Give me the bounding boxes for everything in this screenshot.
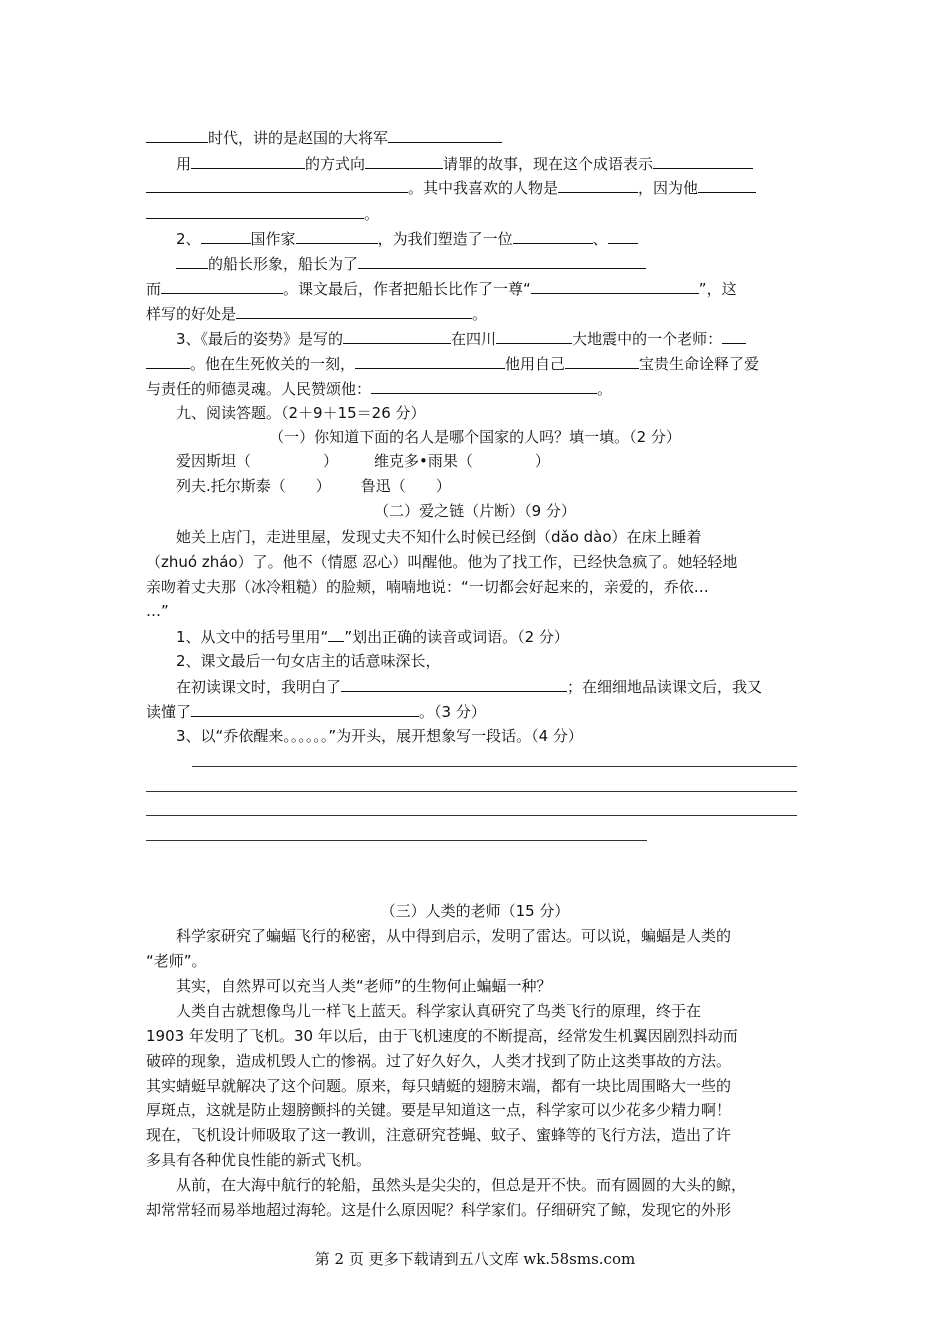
passage-line: 厚斑点，这就是防止翅膀颤抖的关键。要是早知道这一点，科学家可以少花多少精力啊！: [146, 1101, 732, 1119]
blank[interactable]: [722, 327, 746, 344]
q8-item2-line2: 的船长形象，船长为了: [176, 252, 646, 275]
blank[interactable]: [146, 126, 208, 143]
q8-line4: 。: [146, 202, 379, 225]
famous-names-row2: 列夫.托尔斯泰（ ） 鲁迅（ ）: [176, 477, 451, 495]
part2-q2: 2、课文最后一句女店主的话意味深长，: [176, 652, 441, 670]
blank: [328, 625, 344, 642]
q8-item3-line3: 与责任的师德灵魂。人民赞颂他： 。: [146, 377, 612, 400]
blank[interactable]: [343, 327, 451, 344]
q8-line1: 时代，讲的是赵国的大将军: [146, 126, 502, 149]
part2-heading: （二）爱之链（片断）（9 分）: [374, 502, 576, 520]
blank[interactable]: [146, 202, 364, 219]
blank[interactable]: [201, 227, 251, 244]
q8-item2-line3: 而 。课文最后，作者把船长比作了一尊“ ”，这: [146, 277, 737, 300]
blank[interactable]: [531, 277, 699, 294]
writing-line[interactable]: [146, 840, 647, 841]
blank[interactable]: [341, 675, 567, 692]
q8-line2: 用 的方式向 请罪的故事，现在这个成语表示: [176, 152, 753, 175]
famous-names-row1: 爱因斯坦（ ） 维克多•雨果（ ）: [176, 452, 550, 470]
blank[interactable]: [388, 126, 502, 143]
passage-line: 1903 年发明了飞机。30 年以后，由于飞机速度的不断提高，经常发生机翼因剧烈抖动而: [146, 1027, 738, 1045]
part2-q1: 1、从文中的括号里用“ ”划出正确的读音或词语。（2 分）: [176, 625, 569, 648]
blank[interactable]: [176, 252, 208, 269]
passage-line: （zhuó zháo）了。他不（情愿 忍心）叫醒他。他为了找工作，已经快急疯了。她轻轻地: [146, 553, 738, 571]
q8-item2-line4: 样写的好处是 。: [146, 302, 487, 325]
blank[interactable]: [565, 352, 639, 369]
blank[interactable]: [698, 176, 756, 193]
part3-heading: （三）人类的老师（15 分）: [380, 902, 570, 920]
blank[interactable]: [496, 327, 572, 344]
blank[interactable]: [365, 152, 443, 169]
passage-line: 她关上店门，走进里屋，发现丈夫不知什么时候已经倒（dǎo dào）在床上睡着: [176, 528, 702, 546]
passage-line: 其实，自然界可以充当人类“老师”的生物何止蝙蝠一种？: [176, 977, 552, 995]
blank[interactable]: [608, 227, 638, 244]
blank[interactable]: [371, 377, 597, 394]
blank[interactable]: [653, 152, 753, 169]
passage-line: 亲吻着丈夫那（冰冷粗糙）的脸颊，喃喃地说：“一切都会好起来的，亲爱的，乔依…: [146, 578, 709, 596]
part2-q2-line2: 在初读课文时，我明白了 ；在细细地品读课文后，我又: [176, 675, 762, 698]
blank[interactable]: [296, 227, 378, 244]
passage-line: 却常常轻而易举地超过海轮。这是什么原因呢？科学家们。仔细研究了鲸，发现它的外形: [146, 1201, 732, 1219]
blank[interactable]: [236, 302, 472, 319]
page-footer: 第 2 页 更多下载请到五八文库 wk.58sms.com: [314, 1250, 636, 1268]
blank[interactable]: [161, 277, 283, 294]
passage-line: 破碎的现象，造成机毁人亡的惨祸。过了好久好久，人类才找到了防止这类事故的方法。: [146, 1052, 732, 1070]
passage-line: “老师”。: [146, 952, 207, 970]
q8-item2-line1: 2、 国作家 ，为我们塑造了一位 、: [176, 227, 638, 250]
blank[interactable]: [358, 252, 646, 269]
blank[interactable]: [146, 176, 408, 193]
passage-line: 从前，在大海中航行的轮船，虽然头是尖尖的，但总是开不快。而有圆圆的大头的鲸，: [176, 1176, 747, 1194]
blank[interactable]: [191, 152, 305, 169]
section9-heading: 九、阅读答题。（2＋9＋15＝26 分）: [176, 404, 426, 422]
blank[interactable]: [355, 352, 505, 369]
part2-q2-line3: 读懂了 。（3 分）: [146, 700, 486, 723]
passage-line: 现在，飞机设计师吸取了这一教训，注意研究苍蝇、蚊子、蜜蜂等的飞行方法，造出了许: [146, 1126, 732, 1144]
part2-q3: 3、以“乔依醒来。。。。。。”为开头，展开想象写一段话。（4 分）: [176, 727, 583, 745]
passage-line: …”: [146, 602, 169, 620]
passage-line: 其实蜻蜓早就解决了这个问题。原来，每只蜻蜓的翅膀末端，都有一块比周围略大一些的: [146, 1077, 732, 1095]
blank[interactable]: [191, 700, 419, 717]
part1-heading: （一）你知道下面的名人是哪个国家的人吗？填一填。（2 分）: [269, 428, 681, 446]
q8-line3: 。其中我喜欢的人物是 ，因为他: [146, 176, 756, 199]
passage-line: 人类自古就想像鸟儿一样飞上蓝天。科学家认真研究了鸟类飞行的原理，终于在: [176, 1002, 702, 1020]
writing-line[interactable]: [146, 791, 797, 792]
q8-item3-line2: 。他在生死攸关的一刻， 他用自己 宝贵生命诠释了爱: [146, 352, 759, 375]
blank[interactable]: [513, 227, 593, 244]
blank[interactable]: [558, 176, 638, 193]
blank[interactable]: [146, 352, 190, 369]
q8-item3-line1: 3、《最后的姿势》是写的 在四川 大地震中的一个老师：: [176, 327, 746, 350]
writing-line[interactable]: [146, 815, 797, 816]
passage-line: 科学家研究了蝙蝠飞行的秘密，从中得到启示，发明了雷达。可以说，蝙蝠是人类的: [176, 927, 732, 945]
passage-line: 多具有各种优良性能的新式飞机。: [146, 1151, 372, 1169]
writing-line[interactable]: [192, 766, 797, 767]
